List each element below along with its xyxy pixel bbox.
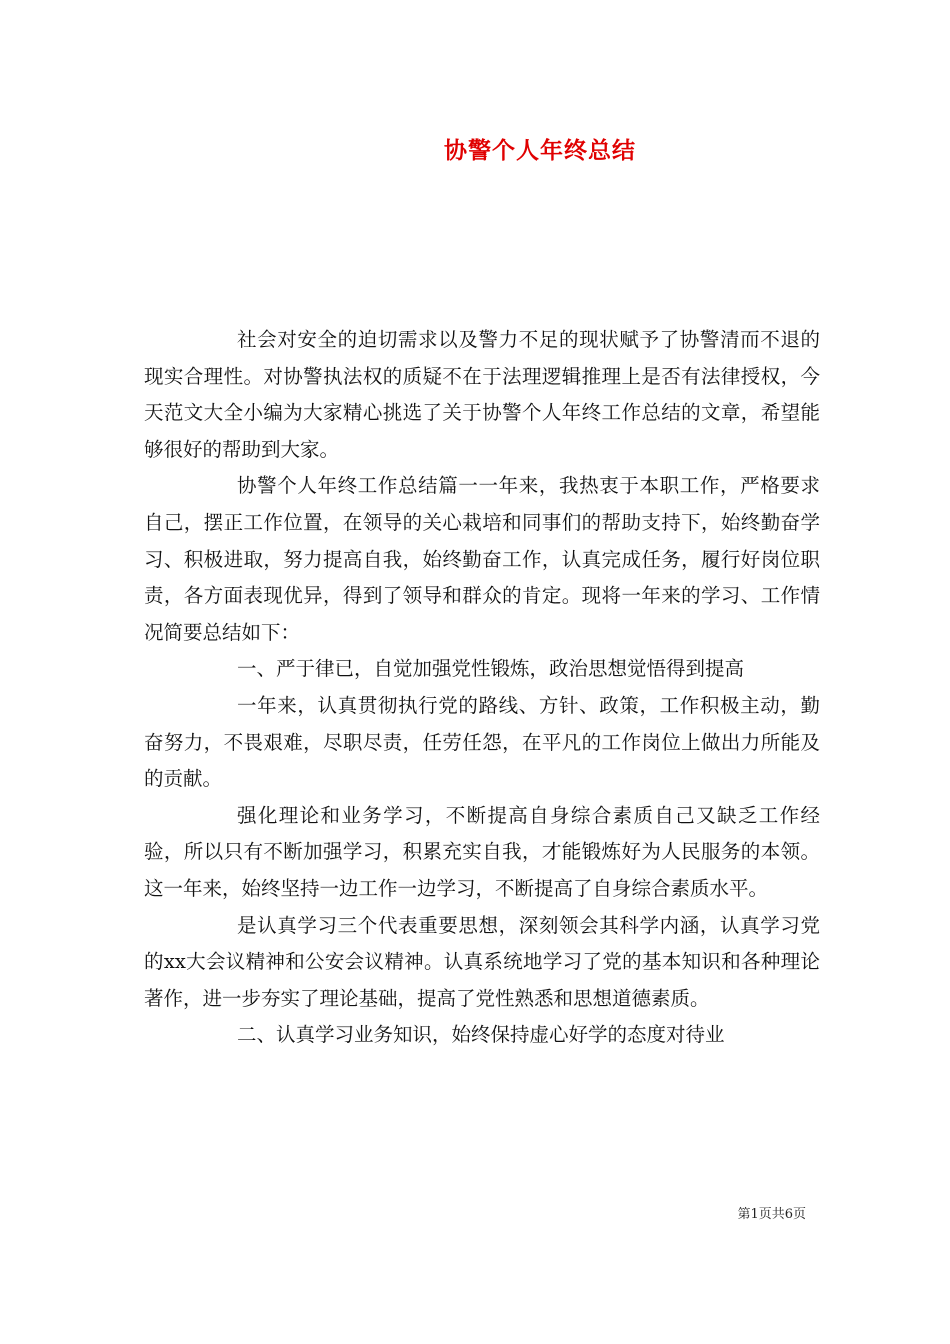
paragraph: 是认真学习三个代表重要思想，深刻领会其科学内涵，认真学习党的xx大会议精神和公安会议精神。认真系统地学习了党的基本知识和各种理论著作，进一步夯实了理论基础，提高了党性熟悉和思想道德素质。 (144, 913, 820, 1010)
section-heading-two: 二、认真学习业务知识，始终保持虚心好学的态度对待业 (237, 1023, 725, 1047)
paragraph-part-one: 协警个人年终工作总结篇一一年来，我热衷于本职工作，严格要求自己，摆正工作位置，在领导的关心栽培和同事们的帮助支持下，始终勤奋学习、积极进取，努力提高自我，始终勤奋工作，认真完成任务，履行好岗位职责，各方面表现优异，得到了领导和群众的肯定。现将一年来的学习、工作情况简要总结如下： (144, 474, 820, 644)
paragraph: 一年来，认真贯彻执行党的路线、方针、政策，工作积极主动，勤奋努力，不畏艰难，尽职尽责，任劳任怨，在平凡的工作岗位上做出力所能及的贡献。 (144, 693, 820, 791)
document-body (144, 322, 820, 1054)
section-heading-one: 一、严于律已，自觉加强党性锻炼，政治思想觉悟得到提高 (237, 657, 745, 681)
document-title: 协警个人年终总结 (444, 137, 636, 164)
paragraph-intro: 社会对安全的迫切需求以及警力不足的现状赋予了协警清而不退的现实合理性。对协警执法权的质疑不在于法理逻辑推理上是否有法律授权，今天范文大全小编为大家精心挑选了关于协警个人年终工作总结的文章，希望能够很好的帮助到大家。 (144, 328, 820, 461)
page-number-footer: 第1页共6页 (737, 1207, 806, 1222)
paragraph: 强化理论和业务学习，不断提高自身综合素质自己又缺乏工作经验，所以只有不断加强学习，积累充实自我，才能锻炼好为人民服务的本领。这一年来，始终坚持一边工作一边学习，不断提高了自身综合素质水平。 (144, 803, 820, 900)
